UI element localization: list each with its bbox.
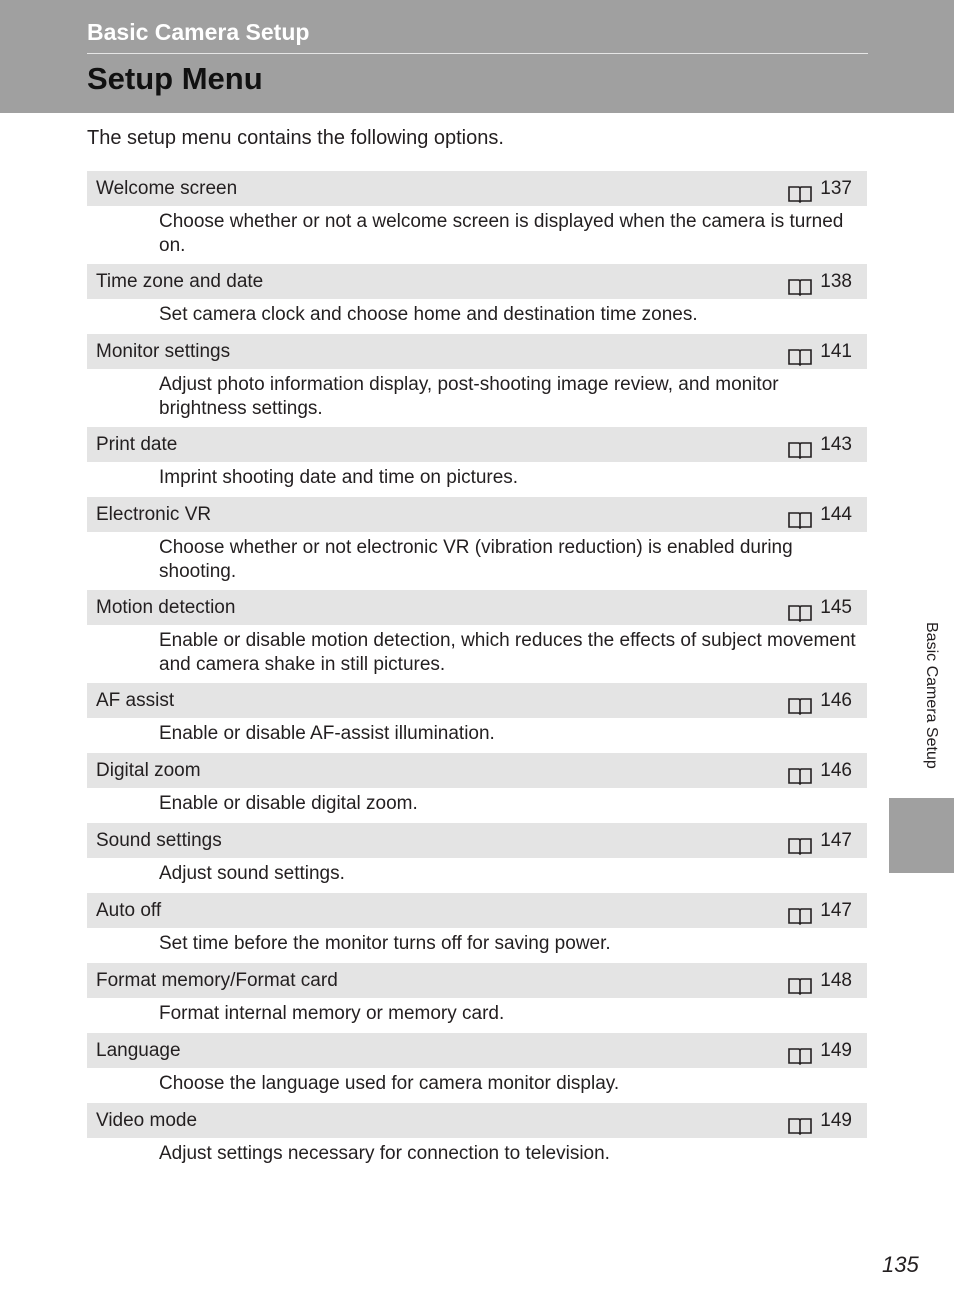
- book-icon: [788, 436, 812, 454]
- option-row: [87, 683, 867, 753]
- page-reference-number: 143: [820, 434, 852, 455]
- option-row: [87, 427, 867, 497]
- option-description: Enable or disable digital zoom.: [159, 793, 418, 814]
- page-reference-number: 145: [820, 597, 852, 618]
- option-row: [87, 264, 867, 334]
- option-header: [87, 1103, 867, 1138]
- book-icon: [788, 273, 812, 291]
- book-icon: [788, 902, 812, 920]
- option-description: Choose the language used for camera monitor display.: [159, 1073, 620, 1094]
- page-reference-number: 147: [820, 830, 852, 851]
- page-reference-number: 146: [820, 690, 852, 711]
- book-icon: [788, 506, 812, 524]
- option-name: Monitor settings: [96, 341, 231, 362]
- book-icon: [788, 972, 812, 990]
- page-reference-number: 146: [820, 760, 852, 781]
- option-row: [87, 590, 867, 683]
- page-title: Setup Menu: [87, 61, 263, 96]
- option-row: [87, 823, 867, 893]
- option-header: [87, 753, 867, 788]
- page-reference-number: 141: [820, 341, 852, 362]
- option-name: Auto off: [96, 900, 162, 921]
- page-reference: [788, 497, 852, 532]
- option-header: [87, 823, 867, 858]
- book-icon: [788, 1112, 812, 1130]
- page-reference: [788, 264, 852, 299]
- page-reference-number: 148: [820, 970, 852, 991]
- option-row: [87, 171, 867, 264]
- option-description: Set camera clock and choose home and destination time zones.: [159, 304, 698, 325]
- option-row: [87, 1103, 867, 1173]
- intro-text: The setup menu contains the following options.: [87, 127, 504, 149]
- option-row: [87, 497, 867, 590]
- option-name: Time zone and date: [96, 271, 264, 292]
- option-header: [87, 171, 867, 206]
- option-description: Set time before the monitor turns off for saving power.: [159, 933, 611, 954]
- page-reference: [788, 590, 852, 625]
- page-reference: [788, 334, 852, 369]
- option-description: Adjust photo information display, post-shooting image review, and monitor brightness settings.: [159, 374, 779, 419]
- option-header: [87, 893, 867, 928]
- page-reference: [788, 1103, 852, 1138]
- option-row: [87, 963, 867, 1033]
- page-reference-number: 144: [820, 504, 852, 525]
- option-name: Video mode: [96, 1110, 198, 1131]
- option-description: Choose whether or not electronic VR (vibration reduction) is enabled during shooting.: [159, 537, 793, 582]
- option-name: Digital zoom: [96, 760, 201, 781]
- option-description: Enable or disable motion detection, which reduces the effects of subject movement and camera shake in still pictures.: [159, 630, 856, 675]
- option-name: Print date: [96, 434, 178, 455]
- book-icon: [788, 599, 812, 617]
- option-header: [87, 264, 867, 299]
- option-description: Adjust settings necessary for connection to television.: [159, 1143, 610, 1164]
- option-row: [87, 753, 867, 823]
- setup-options-table: [87, 171, 867, 1173]
- book-icon: [788, 692, 812, 710]
- side-tab-text: Basic Camera Setup: [923, 622, 940, 769]
- option-header: [87, 683, 867, 718]
- option-description: Adjust sound settings.: [159, 863, 345, 884]
- option-header: [87, 1033, 867, 1068]
- page-reference-number: 147: [820, 900, 852, 921]
- page-header: [0, 0, 954, 113]
- option-header: [87, 497, 867, 532]
- side-tab: [889, 798, 954, 873]
- book-icon: [788, 832, 812, 850]
- book-icon: [788, 180, 812, 198]
- side-tab-label: [921, 622, 941, 792]
- option-name: AF assist: [96, 690, 175, 711]
- page-reference: [788, 893, 852, 928]
- option-row: [87, 893, 867, 963]
- option-row: [87, 1033, 867, 1103]
- book-icon: [788, 343, 812, 361]
- page-reference-number: 149: [820, 1110, 852, 1131]
- page-number: 135: [882, 1252, 919, 1277]
- page-reference: [788, 427, 852, 462]
- option-header: [87, 334, 867, 369]
- option-name: Format memory/Format card: [96, 970, 338, 991]
- page-reference: [788, 753, 852, 788]
- option-header: [87, 590, 867, 625]
- page-reference: [788, 1033, 852, 1068]
- page-reference: [788, 171, 852, 206]
- page-reference: [788, 963, 852, 998]
- option-header: [87, 427, 867, 462]
- option-name: Language: [96, 1040, 181, 1061]
- book-icon: [788, 762, 812, 780]
- page-reference-number: 149: [820, 1040, 852, 1061]
- option-description: Imprint shooting date and time on pictures.: [159, 467, 519, 488]
- option-description: Choose whether or not a welcome screen is displayed when the camera is turned on.: [159, 211, 844, 256]
- option-row: [87, 334, 867, 427]
- page-reference: [788, 823, 852, 858]
- section-title: Basic Camera Setup: [87, 19, 310, 45]
- page-reference-number: 138: [820, 271, 852, 292]
- header-divider: [87, 53, 868, 54]
- option-name: Motion detection: [96, 597, 236, 618]
- option-header: [87, 963, 867, 998]
- page-reference: [788, 683, 852, 718]
- option-description: Enable or disable AF-assist illumination.: [159, 723, 495, 744]
- option-name: Electronic VR: [96, 504, 212, 525]
- option-description: Format internal memory or memory card.: [159, 1003, 505, 1024]
- page-reference-number: 137: [820, 178, 852, 199]
- option-name: Welcome screen: [96, 178, 238, 199]
- book-icon: [788, 1042, 812, 1060]
- option-name: Sound settings: [96, 830, 222, 851]
